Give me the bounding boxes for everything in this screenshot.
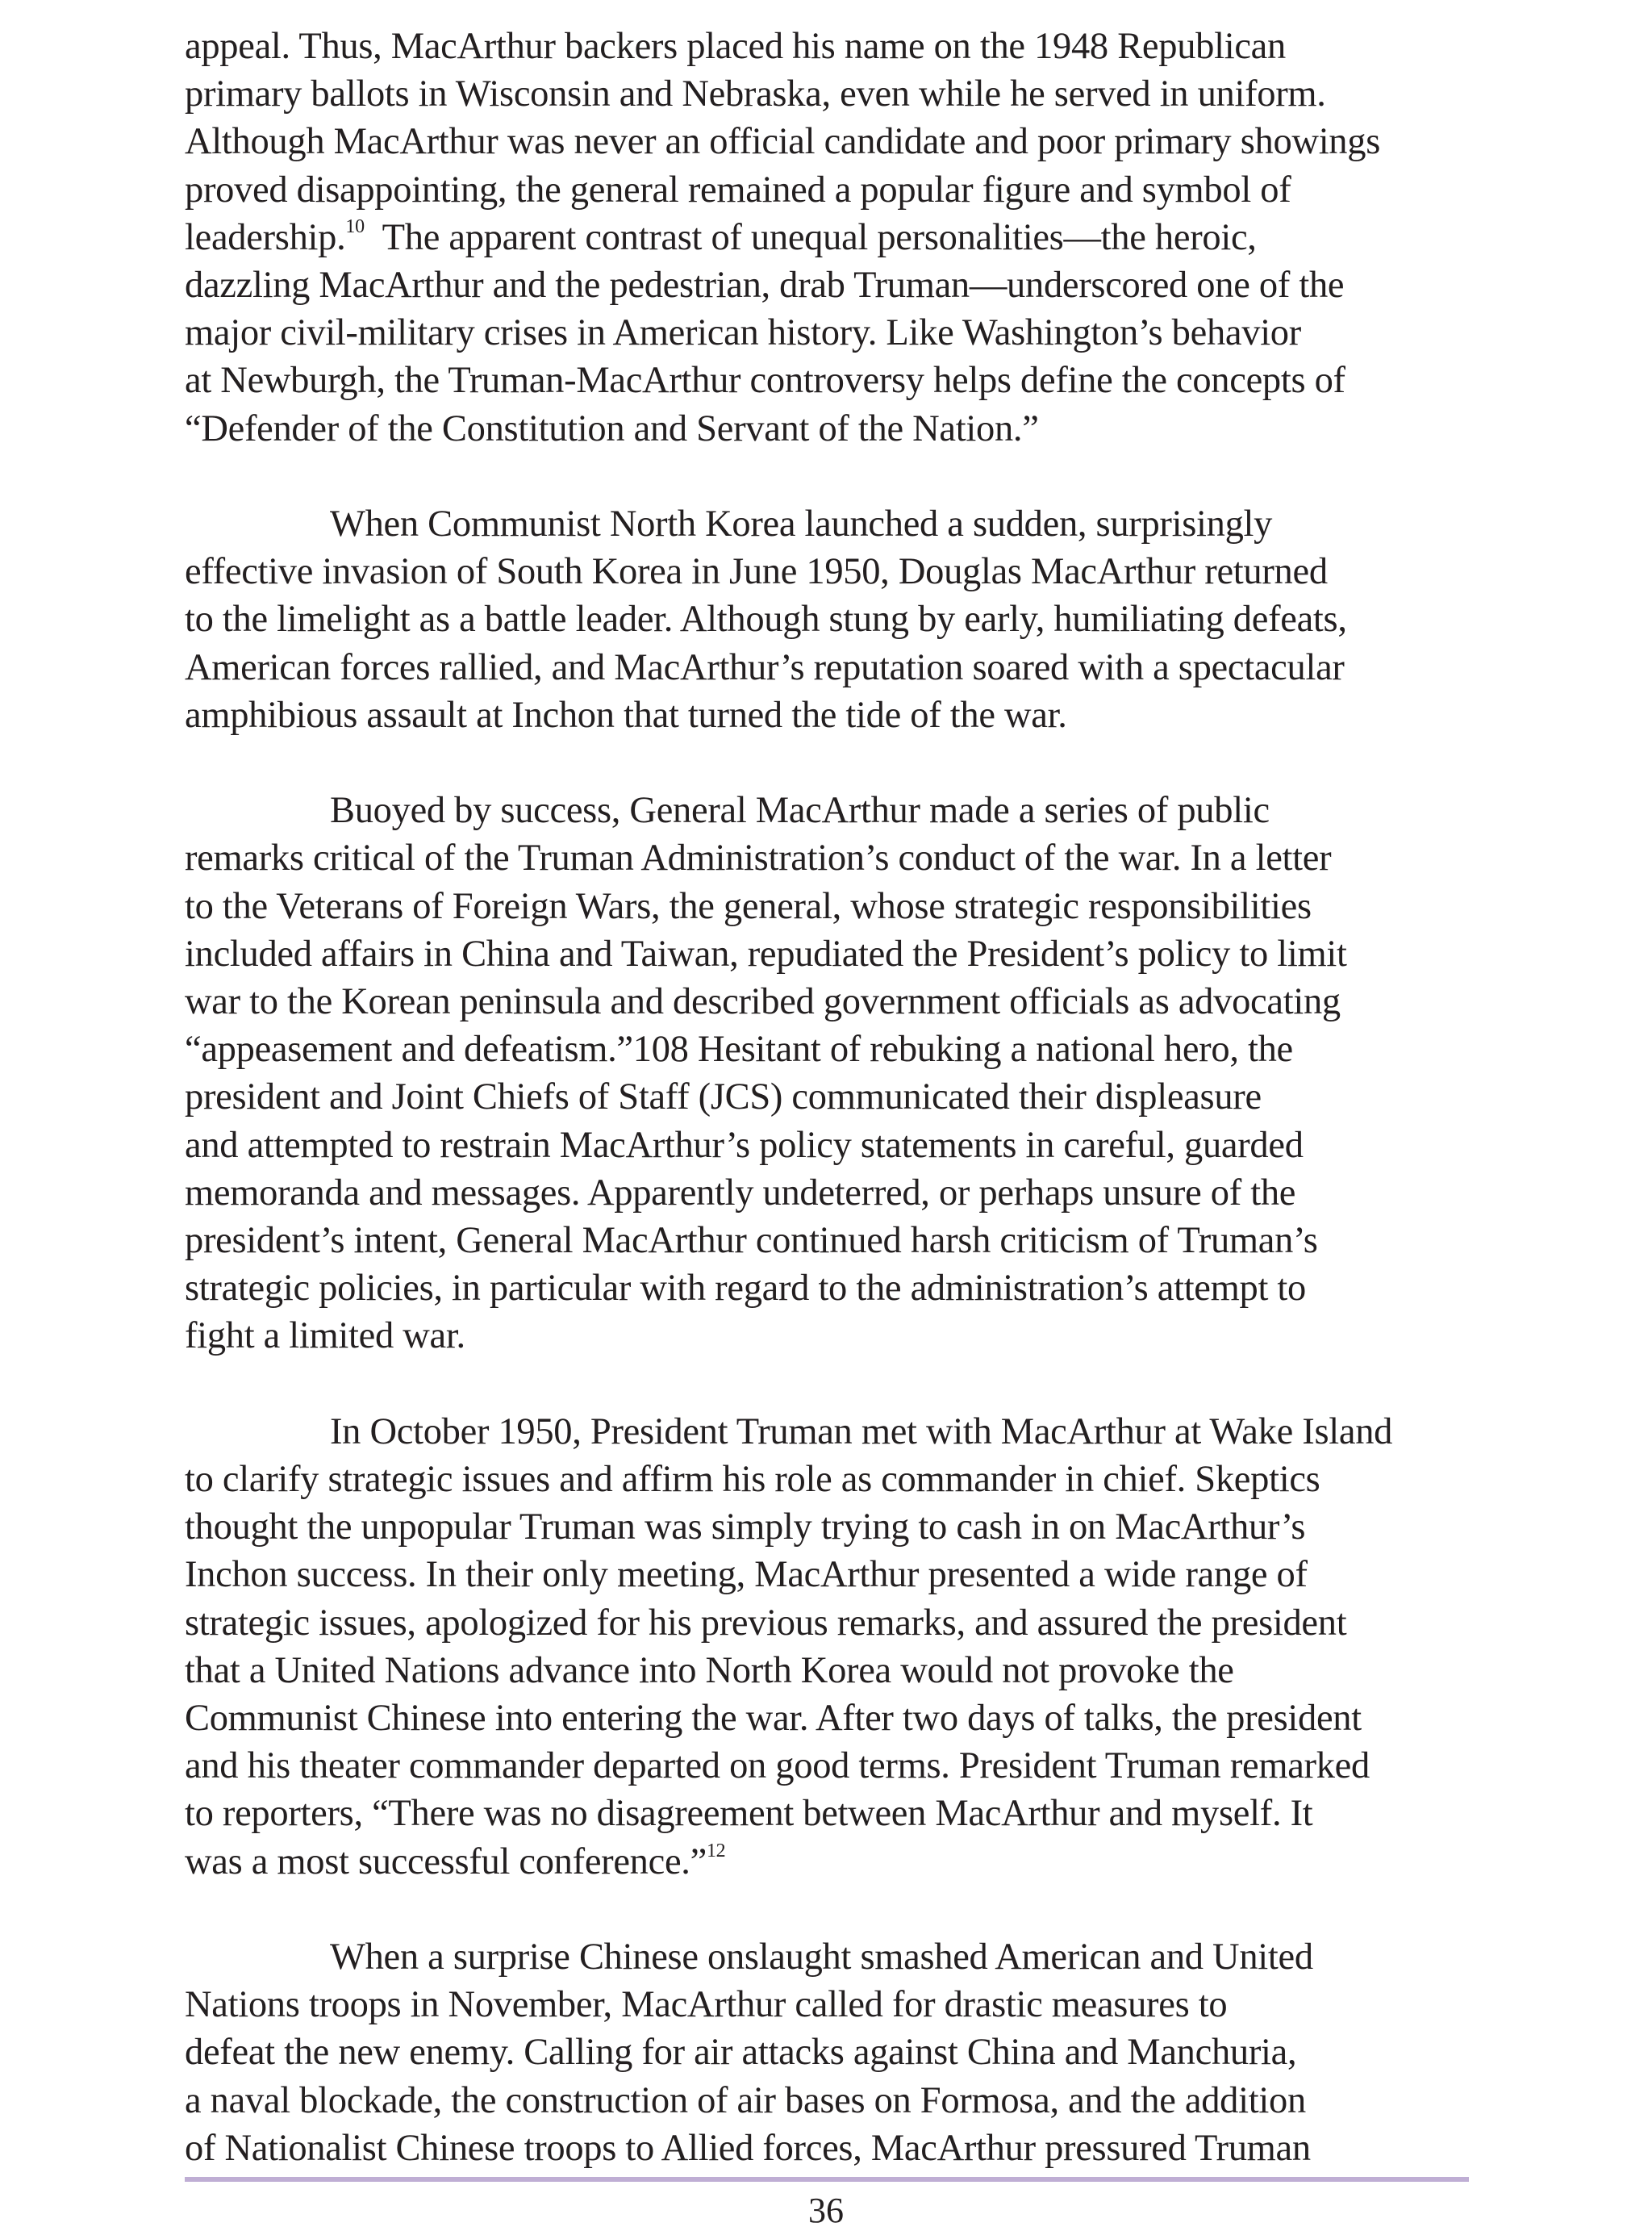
text-line-with-footnote <box>185 1838 1479 1886</box>
text-line: president and Joint Chiefs of Staff (JCS) communicated their displeasure <box>185 1076 1262 1118</box>
text-line: “appeasement and defeatism.”108 Hesitant of rebuking a national hero, the <box>185 1029 1293 1071</box>
text-line: of Nationalist Chinese troops to Allied forces, MacArthur pressured Truman <box>185 2127 1311 2169</box>
text-line-indented: When Communist North Korea launched a sudden, surprisingly <box>330 503 1273 545</box>
footer-rule <box>185 2177 1469 2182</box>
text-fragment: was a most successful conference.” <box>185 1840 707 1882</box>
text-line: primary ballots in Wisconsin and Nebraska, even while he served in uniform. <box>185 73 1326 115</box>
text-line-indented: Buoyed by success, General MacArthur made a series of public <box>330 790 1270 832</box>
text-line: proved disappointing, the general remained a popular figure and symbol of <box>185 169 1291 211</box>
text-line: effective invasion of South Korea in June 1950, Douglas MacArthur returned <box>185 551 1328 593</box>
paragraph-1 <box>185 23 1479 453</box>
text-fragment: leadership. <box>185 216 346 258</box>
text-line: to reporters, “There was no disagreement between MacArthur and myself. It <box>185 1793 1313 1835</box>
text-line: at Newburgh, the Truman-MacArthur controversy helps define the concepts of <box>185 360 1345 402</box>
text-line: strategic policies, in particular with regard to the administration’s attempt to <box>185 1268 1306 1310</box>
text-line: fight a limited war. <box>185 1315 465 1357</box>
text-line-indented: When a surprise Chinese onslaught smashed American and United <box>330 1936 1313 1978</box>
page-body <box>185 23 1479 2220</box>
paragraph-4 <box>185 1408 1479 1886</box>
text-line: and attempted to restrain MacArthur’s policy statements in careful, guarded <box>185 1124 1304 1166</box>
text-line: a naval blockade, the construction of air bases on Formosa, and the addition <box>185 2079 1306 2121</box>
text-line: appeal. Thus, MacArthur backers placed his name on the 1948 Republican <box>185 26 1286 67</box>
text-line: Inchon success. In their only meeting, MacArthur presented a wide range of <box>185 1554 1308 1596</box>
text-line: strategic issues, apologized for his previous remarks, and assured the president <box>185 1602 1347 1644</box>
text-line: Communist Chinese into entering the war. After two days of talks, the president <box>185 1698 1362 1740</box>
text-line: president’s intent, General MacArthur continued harsh criticism of Truman’s <box>185 1220 1318 1262</box>
text-line: dazzling MacArthur and the pedestrian, drab Truman—underscored one of the <box>185 265 1345 307</box>
text-line: to clarify strategic issues and affirm his role as commander in chief. Skeptics <box>185 1459 1320 1501</box>
text-line-with-footnote <box>185 214 1479 261</box>
text-line: that a United Nations advance into North Korea would not provoke the <box>185 1649 1234 1691</box>
text-line: to the Veterans of Foreign Wars, the general, whose strategic responsibilities <box>185 885 1312 927</box>
text-line: defeat the new enemy. Calling for air attacks against China and Manchuria, <box>185 2032 1297 2074</box>
text-line: remarks critical of the Truman Administration’s conduct of the war. In a letter <box>185 838 1332 879</box>
text-line: thought the unpopular Truman was simply trying to cash in on MacArthur’s <box>185 1506 1306 1548</box>
text-line: “Defender of the Constitution and Servant of the Nation.” <box>185 407 1039 449</box>
text-line: memoranda and messages. Apparently undeterred, or perhaps unsure of the <box>185 1172 1296 1214</box>
text-line: to the limelight as a battle leader. Although stung by early, humiliating defeats, <box>185 599 1347 641</box>
page-number: 36 <box>808 2191 844 2230</box>
text-line: American forces rallied, and MacArthur’s reputation soared with a spectacular <box>185 646 1345 688</box>
text-line: war to the Korean peninsula and described government officials as advocating <box>185 981 1341 1023</box>
text-line: major civil-military crises in American history. Like Washington’s behavior <box>185 312 1301 354</box>
text-fragment: The apparent contrast of unequal personalities—the heroic, <box>364 216 1257 258</box>
text-line: Nations troops in November, MacArthur called for drastic measures to <box>185 1984 1228 2026</box>
text-line: Although MacArthur was never an official candidate and poor primary showings <box>185 121 1381 163</box>
footnote-ref-10: 10 <box>345 216 365 238</box>
paragraph-3 <box>185 787 1479 1360</box>
text-line: and his theater commander departed on good terms. President Truman remarked <box>185 1745 1370 1787</box>
text-line: included affairs in China and Taiwan, repudiated the President’s policy to limit <box>185 933 1347 975</box>
text-line: amphibious assault at Inchon that turned the tide of the war. <box>185 694 1067 736</box>
paragraph-5 <box>185 1933 1479 2172</box>
paragraph-2 <box>185 500 1479 739</box>
text-line-indented: In October 1950, President Truman met with MacArthur at Wake Island <box>330 1410 1393 1452</box>
footnote-ref-12: 12 <box>706 1840 726 1862</box>
